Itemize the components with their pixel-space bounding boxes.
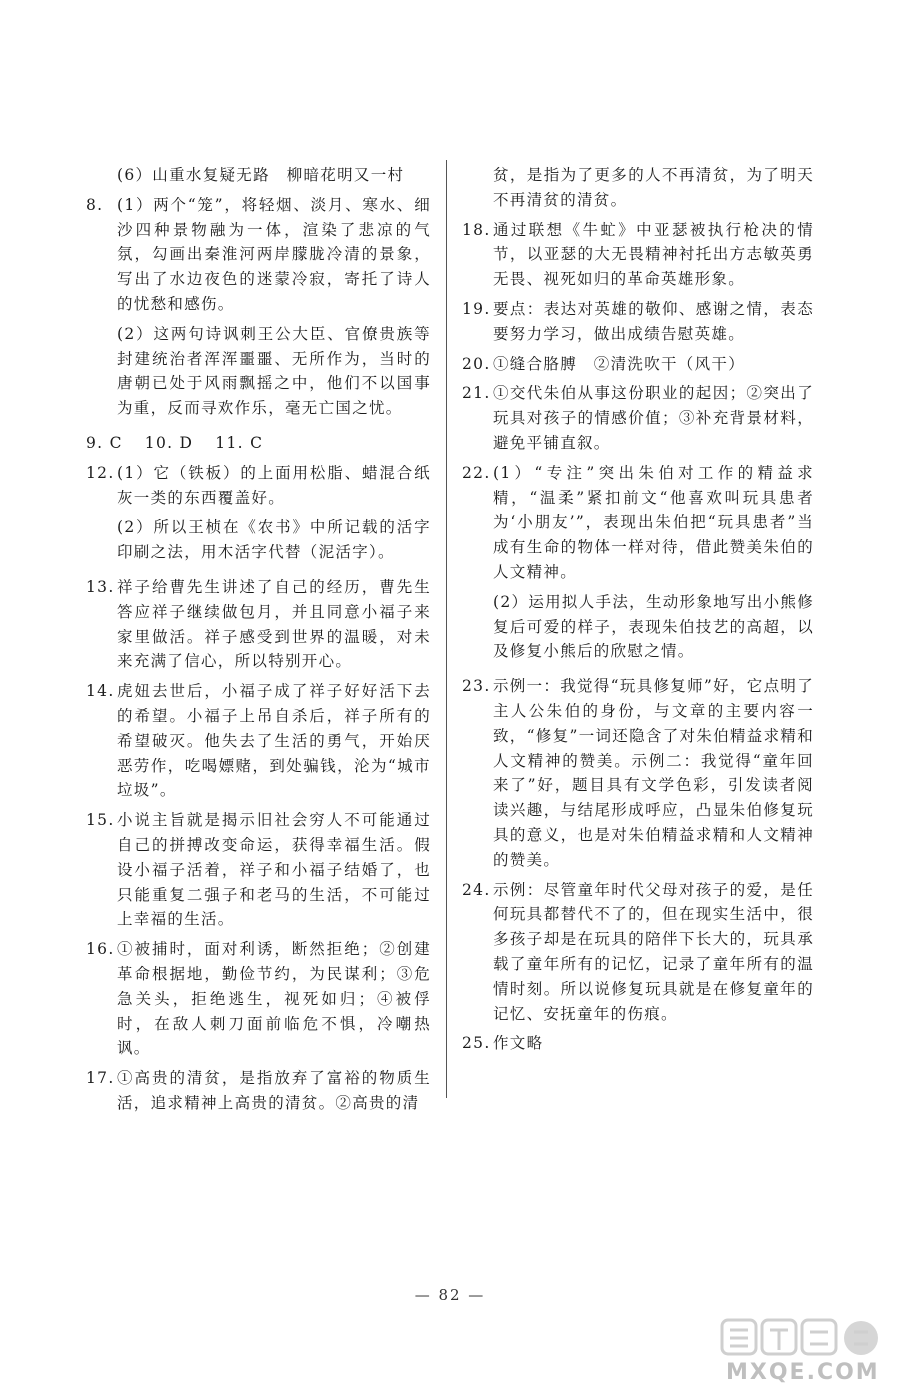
answer-7-6: (6）山重水复疑无路 柳暗花明又一村 — [117, 166, 405, 184]
answer-number: 20. — [462, 354, 491, 373]
answer-22-2: (2）运用拟人手法，生动形象地写出小熊修复后可爱的样子，表现朱伯技艺的高超，以及修复小熊后的欣慰之情。 — [493, 592, 814, 661]
answer-number: 21. — [462, 384, 491, 403]
answer-22 — [462, 461, 814, 669]
answer-10: 10. D — [144, 433, 194, 452]
answer-8-1: (1）两个“笼”，将轻烟、淡月、寒水、细沙四种景物融为一体，渲染了悲凉的气氛，勾画出秦淮河两岸朦胧冷清的景象，写出了水边夜色的迷蒙冷寂，寄托了诗人的忧愁和感伤。 — [117, 195, 431, 313]
answer-12-1: (1）它（铁板）的上面用松脂、蜡混合纸灰一类的东西覆盖好。 — [117, 463, 431, 507]
watermark-text: MXQE.COM — [726, 1360, 880, 1385]
answer-21 — [462, 381, 814, 455]
answer-19 — [462, 297, 814, 347]
answer-text: ①交代朱伯从事这份职业的起因；②突出了玩具对孩子的情感价值；③补充背景材料，避免平铺直叙。 — [493, 384, 814, 452]
answer-text: 示例一：我觉得“玩具修复师”好，它点明了主人公朱伯的身份，与文章的主要内容一致，“修复”一词还隐含了对朱伯精益求精和人文精神的赞美。示例二：我觉得“童年回来了”好，题目具有文学色彩，引发读者阅读兴趣，与结尾形成呼应，凸显朱伯修复玩具的意义，也是对朱伯精益求精和人文精神的赞美。 — [493, 677, 814, 869]
answer-number: 12. — [86, 463, 115, 482]
answer-9-11 — [86, 431, 431, 456]
answer-number: 15. — [86, 811, 115, 830]
left-column — [86, 163, 431, 1121]
answer-20 — [462, 352, 814, 377]
answer-24 — [462, 878, 814, 1027]
answer-12-2: (2）所以王桢在《农书》中所记载的活字印刷之法，用木活字代替（泥活字）。 — [117, 518, 431, 562]
answer-text: 祥子给曹先生讲述了自己的经历，曹先生答应祥子继续做包月，并且同意小福子来家里做活。祥子感受到世界的温暖，对未来充满了信心，所以特别开心。 — [117, 577, 431, 671]
answer-text: 要点：表达对英雄的敬仰、感谢之情，表态要努力学习，做出成绩告慰英雄。 — [493, 299, 814, 343]
answer-25 — [462, 1031, 814, 1056]
answer-text: ①缝合胳膊 ②清洗吹干（风干） — [493, 354, 746, 373]
answer-number: 14. — [86, 682, 115, 701]
column-divider — [446, 160, 447, 1098]
answer-text: 通过联想《牛虻》中亚瑟被执行枪决的情节，以亚瑟的大无畏精神衬托出方志敏英勇无畏、视死如归的革命英雄形象。 — [493, 220, 814, 289]
answer-23 — [462, 674, 814, 872]
answer-11: 11. C — [215, 433, 264, 452]
right-column — [462, 163, 814, 1061]
answer-number: 19. — [462, 299, 491, 318]
answer-number: 8. — [86, 195, 104, 214]
answer-text: 小说主旨就是揭示旧社会穷人不可能通过自己的拼搏改变命运，获得幸福生活。假设小福子活着，祥子和小福子结婚了，也只能重复二强子和老马的生活，不可能过上幸福的生活。 — [117, 811, 431, 929]
answer-8-2: (2）这两句诗讽刺王公大臣、官僚贵族等封建统治者浑浑噩噩、无所作为，当时的唐朝已处于风雨飘摇之中，他们不以国事为重，反而寻欢作乐，毫无亡国之忧。 — [117, 324, 431, 418]
answer-number: 25. — [462, 1034, 491, 1053]
watermark-logo — [716, 1318, 886, 1384]
answer-number: 16. — [86, 940, 115, 959]
answer-15 — [86, 808, 431, 932]
answer-22-1: (1）“专注”突出朱伯对工作的精益求精，“温柔”紧扣前文“他喜欢叫玩具患者为‘小朋友’”，表现出朱伯把“玩具患者”当成有生命的物体一样对待，借此赞美朱伯的人文精神。 — [493, 463, 814, 581]
answer-text: 虎妞去世后，小福子成了祥子好好活下去的希望。小福子上吊自杀后，祥子所有的希望破灭。他失去了生活的勇气，开始厌恶劳作，吃喝嫖赌，到处骗钱，沦为“城市垃圾”。 — [117, 682, 431, 800]
answer-number: 13. — [86, 577, 115, 596]
answer-16 — [86, 937, 431, 1061]
answer-13 — [86, 575, 431, 674]
answer-number: 24. — [462, 880, 491, 899]
answer-18 — [462, 218, 814, 292]
answer-number: 18. — [462, 220, 491, 239]
answer-14 — [86, 679, 431, 803]
answer-9: 9. C — [86, 433, 123, 452]
answer-number: 22. — [462, 463, 491, 482]
page-number: — 82 — — [414, 1286, 486, 1304]
answer-text: ①高贵的清贫，是指放弃了富裕的物质生活，追求精神上高贵的清贫。②高贵的清 — [117, 1069, 431, 1112]
answer-text: 示例：尽管童年时代父母对孩子的爱，是任何玩具都替代不了的，但在现实生活中，很多孩子却是在玩具的陪伴下长大的，玩具承载了童年所有的记忆，记录了童年所有的温情时刻。所以说修复玩具就是在修复童年的记忆、安抚童年的伤痕。 — [493, 880, 814, 1023]
answer-17-continued: 贫，是指为了更多的人不再清贫，为了明天不再清贫的清贫。 — [493, 166, 814, 209]
answer-number: 17. — [86, 1069, 115, 1088]
answer-12 — [86, 461, 431, 570]
answer-number: 23. — [462, 677, 491, 696]
answer-text: 作文略 — [493, 1034, 544, 1053]
answer-text: ①被捕时，面对利诱，断然拒绝；②创建革命根据地，勤俭节约，为民谋利；③危急关头，拒绝逃生，视死如归；④被俘时，在敌人刺刀面前临危不惧，冷嘲热讽。 — [117, 940, 431, 1058]
answer-17 — [86, 1066, 431, 1116]
answer-8 — [86, 193, 431, 426]
